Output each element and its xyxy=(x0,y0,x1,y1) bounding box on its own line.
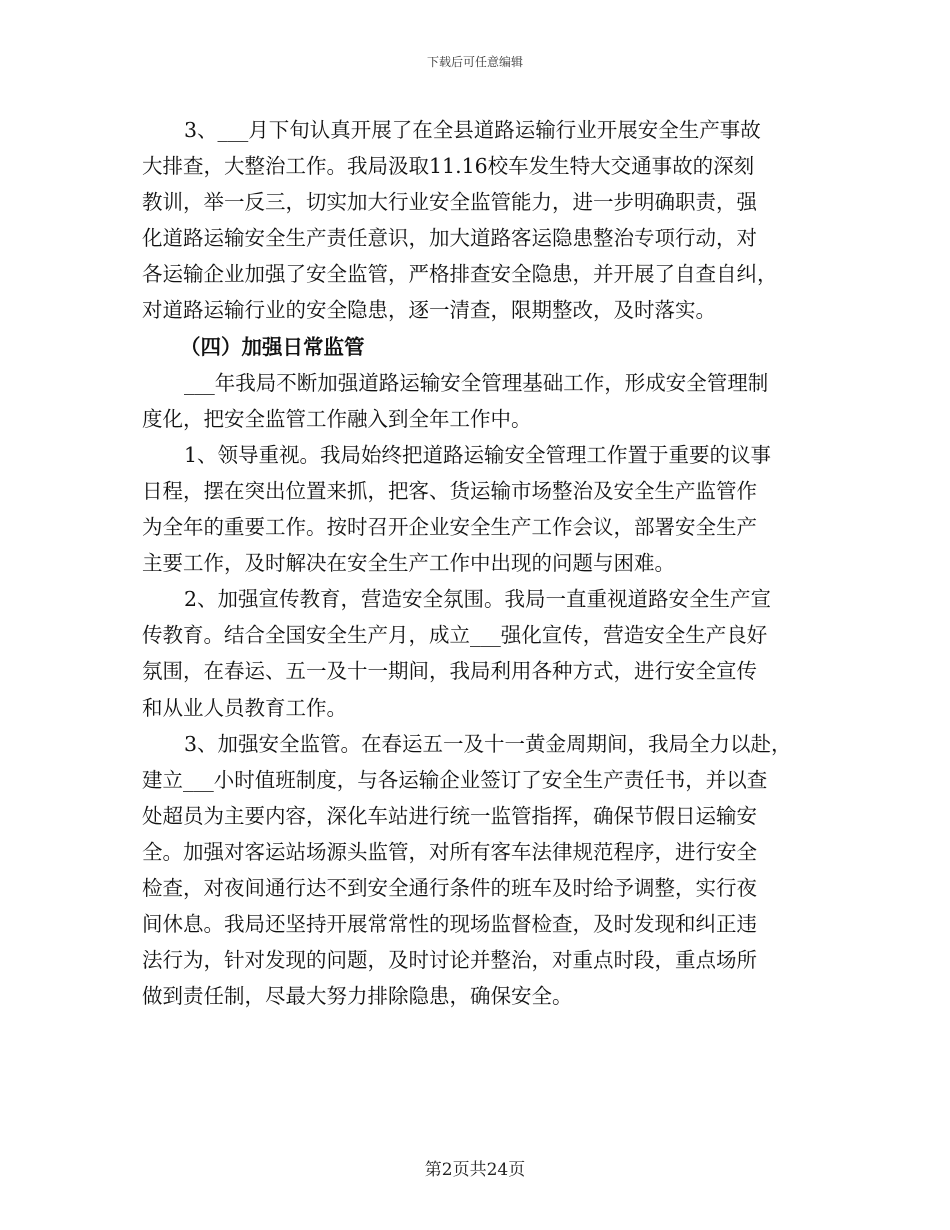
section-heading: （四）加强日常监管 xyxy=(180,334,365,359)
paragraph-line: 各运输企业加强了安全监管，严格排查安全隐患，并开展了自查自纠， xyxy=(142,262,778,287)
document-body xyxy=(142,112,817,1014)
paragraph-line: 3、加强安全监管。在春运五一及十一黄金周期间，我局全力以赴， xyxy=(184,731,792,756)
page-header: 下载后可任意编辑 xyxy=(426,55,523,69)
paragraph-line: 检查，对夜间通行达不到安全通行条件的班车及时给予调整，实行夜 xyxy=(142,875,757,900)
paragraph-line: 3、___月下旬认真开展了在全县道路运输行业开展安全生产事故 xyxy=(184,118,761,142)
paragraph-line: 2、加强宣传教育，营造安全氛围。我局一直重视道路安全生产宣 xyxy=(184,587,772,612)
paragraph-line: 度化，把安全监管工作融入到全年工作中。 xyxy=(142,406,532,431)
paragraph-line: 为全年的重要工作。按时召开企业安全生产工作会议，部署安全生产 xyxy=(142,515,757,540)
page-footer: 第2页共24页 xyxy=(424,1160,526,1180)
paragraph-line: 教训，举一反三，切实加大行业安全监管能力，进一步明确职责，强 xyxy=(142,190,757,215)
paragraph-line: 主要工作，及时解决在安全生产工作中出现的问题与困难。 xyxy=(142,551,675,576)
paragraph-line: 氛围，在春运、五一及十一期间，我局利用各种方式，进行安全宣传 xyxy=(142,659,757,684)
paragraph-line: 传教育。结合全国安全生产月，成立___强化宣传，营造安全生产良好 xyxy=(142,623,768,648)
paragraph-line: 1、领导重视。我局始终把道路运输安全管理工作置于重要的议事 xyxy=(184,442,772,467)
paragraph-line: 建立___小时值班制度，与各运输企业签订了安全生产责任书，并以查 xyxy=(142,767,768,792)
paragraph-line: ___年我局不断加强道路运输安全管理基础工作，形成安全管理制 xyxy=(184,370,769,395)
paragraph-line: 化道路运输安全生产责任意识，加大道路客运隐患整治专项行动，对 xyxy=(142,226,757,251)
paragraph-line: 做到责任制，尽最大努力排除隐患，确保安全。 xyxy=(142,984,573,1009)
paragraph-line: 处超员为主要内容，深化车站进行统一监管指挥，确保节假日运输安 xyxy=(142,803,757,828)
paragraph-line: 对道路运输行业的安全隐患，逐一清查，限期整改，及时落实。 xyxy=(142,298,716,323)
paragraph-line: 全。加强对客运站场源头监管，对所有客车法律规范程序，进行安全 xyxy=(142,839,757,864)
paragraph-line: 日程，摆在突出位置来抓，把客、货运输市场整治及安全生产监管作 xyxy=(142,478,757,503)
paragraph-line: 大排查，大整治工作。我局汲取11.16校车发生特大交通事故的深刻 xyxy=(142,154,755,179)
paragraph-line: 法行为，针对发现的问题，及时讨论并整治，对重点时段，重点场所 xyxy=(142,948,757,973)
paragraph-line: 间休息。我局还坚持开展常常性的现场监督检查，及时发现和纠正违 xyxy=(142,912,757,937)
paragraph-line: 和从业人员教育工作。 xyxy=(142,695,347,720)
